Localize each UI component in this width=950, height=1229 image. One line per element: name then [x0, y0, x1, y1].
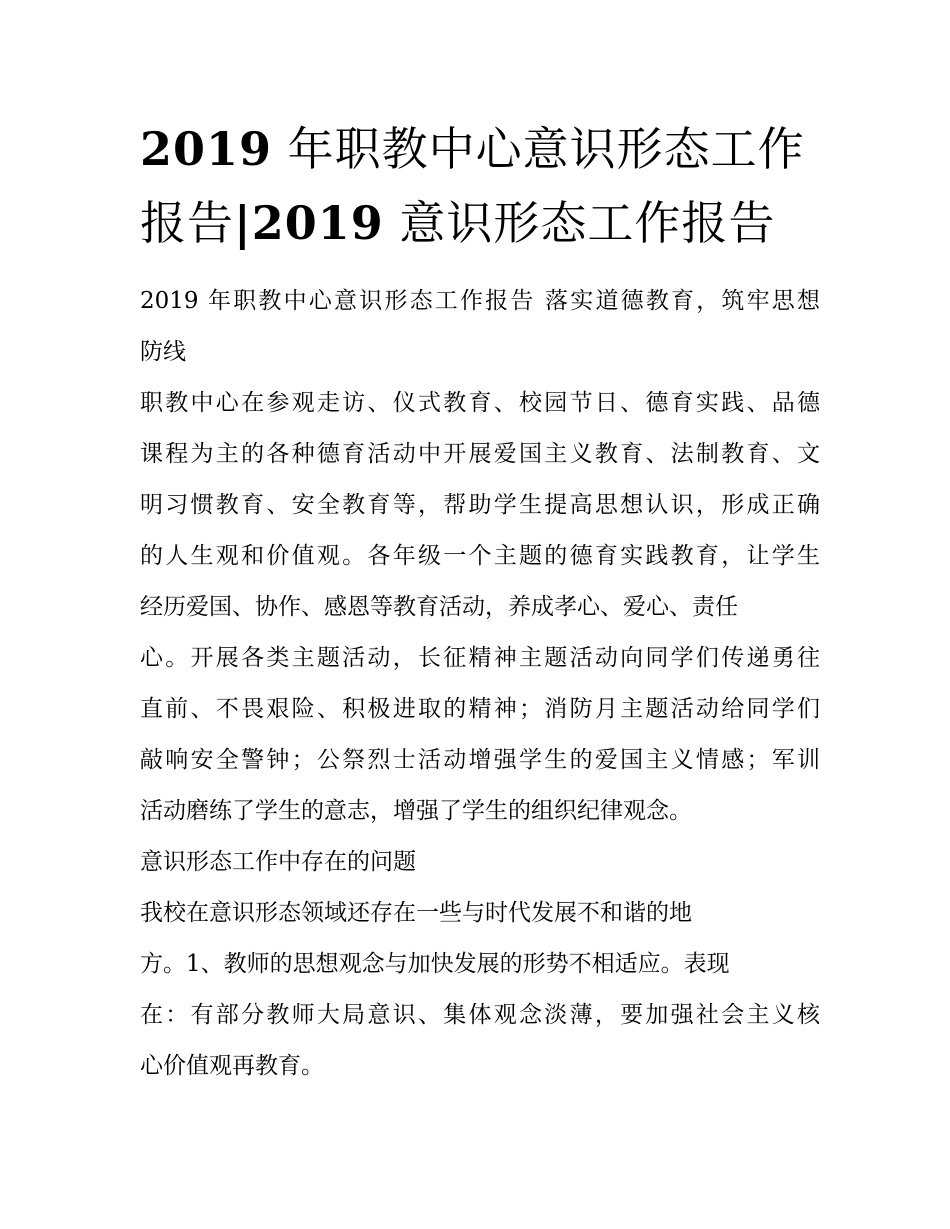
title-year: 2019: [140, 122, 273, 176]
body-line: 心。开展各类主题活动，长征精神主题活动向同学们传递勇往: [140, 645, 820, 671]
body-line: 我校在意识形态领域还存在一些与时代发展不和谐的地: [140, 900, 692, 926]
title-text-3: 意识形态工作报告: [399, 196, 776, 250]
body-line: 直前、不畏艰险、积极进取的精神；消防月主题活动给同学们: [140, 696, 820, 722]
title-text: 年职教中心意识形态工作: [287, 122, 805, 176]
section-heading: 意识形态工作中存在的问题: [140, 849, 416, 875]
body-line: 课程为主的各种德育活动中开展爱国主义教育、法制教育、文: [140, 441, 820, 467]
body-line: 职教中心在参观走访、仪式教育、校园节日、德育实践、品德: [140, 390, 820, 416]
body-line: 防线: [140, 339, 186, 365]
title-text-2: 报告: [140, 196, 234, 250]
body-line: 活动磨练了学生的意志，增强了学生的组织纪律观念。: [140, 798, 692, 824]
title-year-2: |2019: [234, 196, 384, 250]
body-line: 明习惯教育、安全教育等，帮助学生提高思想认识，形成正确: [140, 492, 820, 518]
body-line: 心价值观再教育。: [140, 1053, 324, 1079]
document-title: [140, 112, 820, 260]
body-line: 方。1、教师的思想观念与加快发展的形势不相适应。表现: [140, 951, 730, 977]
body-line: 经历爱国、协作、感恩等教育活动，养成孝心、爱心、责任: [140, 594, 738, 620]
body-line: 在：有部分教师大局意识、集体观念淡薄，要加强社会主义核: [140, 1002, 820, 1028]
body-line: 的人生观和价值观。各年级一个主题的德育实践教育，让学生: [140, 543, 820, 569]
document-body: [140, 276, 820, 1092]
body-line: 2019 年职教中心意识形态工作报告 落实道德教育，筑牢思想: [140, 288, 820, 314]
body-line: 敲响安全警钟；公祭烈士活动增强学生的爱国主义情感；军训: [140, 747, 820, 773]
